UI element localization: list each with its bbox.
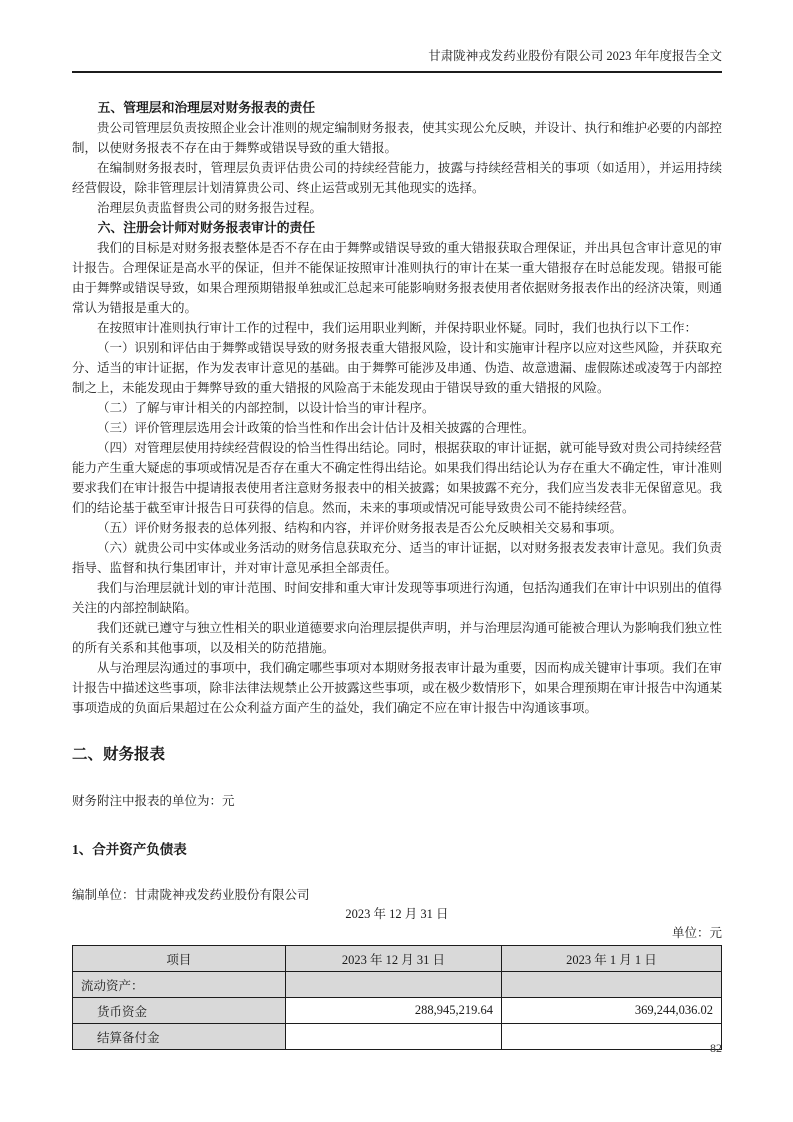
paragraph: 在按照审计准则执行审计工作的过程中，我们运用职业判断，并保持职业怀疑。同时，我们也执行以下工作： [97,321,698,335]
section6-title: 六、注册会计师对财务报表审计的责任 [97,221,316,235]
balance-sheet-table [72,945,722,1050]
row-value-prior: 369,244,036.02 [501,998,721,1024]
row-value-prior [501,1024,721,1050]
table-header-row [73,946,722,972]
paragraph: （一）识别和评估由于舞弊或错误导致的财务报表重大错报风险，设计和实施审计程序以应对这些风险，并获取充分、适当的审计证据，作为发表审计意见的基础。由于舞弊可能涉及串通、伪造、故意遗漏、虚假陈述或凌驾于内部控制之上，未能发现由于舞弊导致的重大错报的风险高于未能发现由于错误导致的重大错报的风险。 [72,341,723,395]
column-header-prior-period: 2023 年 1 月 1 日 [501,946,721,972]
paragraph: 从与治理层沟通过的事项中，我们确定哪些事项对本期财务报表审计最为重要，因而构成关键审计事项。我们在审计报告中描述这些事项，除非法律法规禁止公开披露这些事项，或在极少数情形下，如果合理预期在审计报告中沟通某事项造成的负面后果超过在公众利益方面产生的益处，我们确定不应在审计报告中沟通该事项。 [72,661,723,715]
prepared-by-line: 编制单位：甘肃陇神戎发药业股份有限公司 [72,888,310,902]
section5-title: 五、管理层和治理层对财务报表的责任 [97,101,316,115]
balance-sheet-title: 1、合并资产负债表 [72,842,187,857]
unit-label: 单位：元 [671,926,722,940]
paragraph: （五）评价财务报表的总体列报、结构和内容，并评价财务报表是否公允反映相关交易和事项。 [97,521,623,535]
financial-statements-title: 二、财务报表 [72,746,166,763]
paragraph: （六）就贵公司中实体或业务活动的财务信息获取充分、适当的审计证据，以对财务报表发表审计意见。我们负责指导、监督和执行集团审计，并对审计意见承担全部责任。 [72,541,723,575]
table-row [73,972,722,998]
column-header-item: 项目 [73,946,286,972]
paragraph: （三）评价管理层选用会计政策的恰当性和作出会计估计及相关披露的合理性。 [97,421,535,435]
paragraph: 我们的目标是对财务报表整体是否不存在由于舞弊或错误导致的重大错报获取合理保证，并出具包含审计意见的审计报告。合理保证是高水平的保证，但并不能保证按照审计准则执行的审计在某一重大错报存在时总能发现。错报可能由于舞弊或错误导致，如果合理预期错报单独或汇总起来可能影响财务报表使用者依据财务报表作出的经济决策，则通常认为错报是重大的。 [72,241,723,315]
paragraph: （四）对管理层使用持续经营假设的恰当性得出结论。同时，根据获取的审计证据，就可能导致对贵公司持续经营能力产生重大疑虑的事项或情况是否存在重大不确定性得出结论。如果我们得出结论认为存在重大不确定性，审计准则要求我们在审计报告中提请报表使用者注意财务报表中的相关披露；如果披露不充分，我们应当发表非无保留意见。我们的结论基于截至审计报告日可获得的信息。然而，未来的事项或情况可能导致贵公司不能持续经营。 [72,441,723,515]
row-label: 货币资金 [73,998,286,1024]
table-row [73,998,722,1024]
paragraph: 治理层负责监督贵公司的财务报告过程。 [97,201,323,215]
row-label: 结算备付金 [73,1024,286,1050]
column-header-current-period: 2023 年 12 月 31 日 [285,946,501,972]
body-text [72,98,722,1050]
row-value-current [285,1024,501,1050]
paragraph: 我们还就已遵守与独立性相关的职业道德要求向治理层提供声明，并与治理层沟通可能被合理认为影响我们独立性的所有关系和其他事项，以及相关的防范措施。 [72,621,723,655]
page-content [72,48,722,1050]
statement-date: 2023 年 12 月 31 日 [345,907,449,921]
paragraph: 贵公司管理层负责按照企业会计准则的规定编制财务报表，使其实现公允反映，并设计、执行和维护必要的内部控制，以使财务报表不存在由于舞弊或错误导致的重大错报。 [72,121,723,155]
row-value-prior [501,972,721,998]
page-number: 82 [710,1041,722,1055]
running-header [72,48,722,73]
report-title: 甘肃陇神戎发药业股份有限公司 2023 年年度报告全文 [428,49,722,63]
unit-note: 财务附注中报表的单位为：元 [72,794,235,808]
paragraph: 我们与治理层就计划的审计范围、时间安排和重大审计发现等事项进行沟通，包括沟通我们在审计中识别出的值得关注的内部控制缺陷。 [72,581,723,615]
paragraph: （二）了解与审计相关的内部控制，以设计恰当的审计程序。 [97,401,435,415]
row-value-current: 288,945,219.64 [285,998,501,1024]
table-row [73,1024,722,1050]
row-value-current [285,972,501,998]
paragraph: 在编制财务报表时，管理层负责评估贵公司的持续经营能力，披露与持续经营相关的事项（如适用），并运用持续经营假设，除非管理层计划清算贵公司、终止运营或别无其他现实的选择。 [72,161,722,195]
row-label: 流动资产： [73,972,286,998]
